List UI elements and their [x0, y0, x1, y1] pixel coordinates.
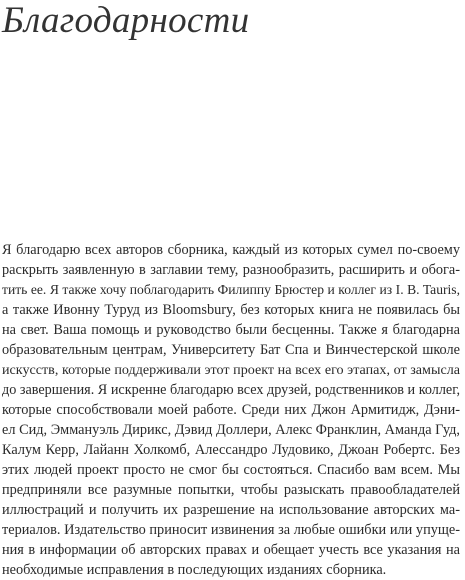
text-line: а также Ивонну Туруд из Bloomsbury, без которых книга не появилась бы [2, 302, 460, 318]
text-line: предприняли все разумные попытки, чтобы разыскать правообладателей [2, 482, 460, 498]
text-line: Калум Керр, Лайанн Холкомб, Алессандро Лудовико, Джоан Робертс. Без [2, 442, 460, 458]
text-line: до завершения. Я искренне благодарю всех друзей, родственников и коллег, [2, 382, 460, 398]
text-line: раскрыть заявленную в заглавии тему, разнообразить, расширить и обога- [2, 262, 460, 278]
text-line: Я благодарю всех авторов сборника, каждый из которых сумел по-своему [2, 242, 460, 258]
text-line: ния в информации об авторских правах и обещает учесть все указания на [2, 542, 460, 558]
text-line: этих людей проект просто не смог бы состояться. Спасибо вам всем. Мы [2, 462, 460, 478]
text-line: искусств, которые поддерживали этот проект на всех его этапах, от замысла [2, 362, 460, 378]
text-line: тить ее. Я также хочу поблагодарить Филиппу Брюстер и коллег из I. B. Tauris, [2, 282, 460, 297]
text-line: иллюстраций и получить их разрешение на использование авторских ма- [2, 502, 460, 518]
text-line: ел Сид, Эммануэль Дирикс, Дэвид Доллери, Алекс Франклин, Аманда Гуд, [2, 422, 460, 438]
text-line: териалов. Издательство приносит извинения за любые ошибки или упуще- [2, 522, 460, 538]
acknowledgements-text [2, 240, 460, 580]
text-line: на свет. Ваша помощь и руководство были бесценны. Также я благодарна [2, 322, 460, 338]
text-line: которые способствовали моей работе. Среди них Джон Армитидж, Дэни- [2, 402, 460, 418]
text-line: необходимые исправления в последующих изданиях сборника. [2, 562, 387, 578]
page-title: Благодарности [2, 0, 250, 41]
text-line: образовательным центрам, Университету Бат Спа и Винчестерской школе [2, 342, 460, 358]
